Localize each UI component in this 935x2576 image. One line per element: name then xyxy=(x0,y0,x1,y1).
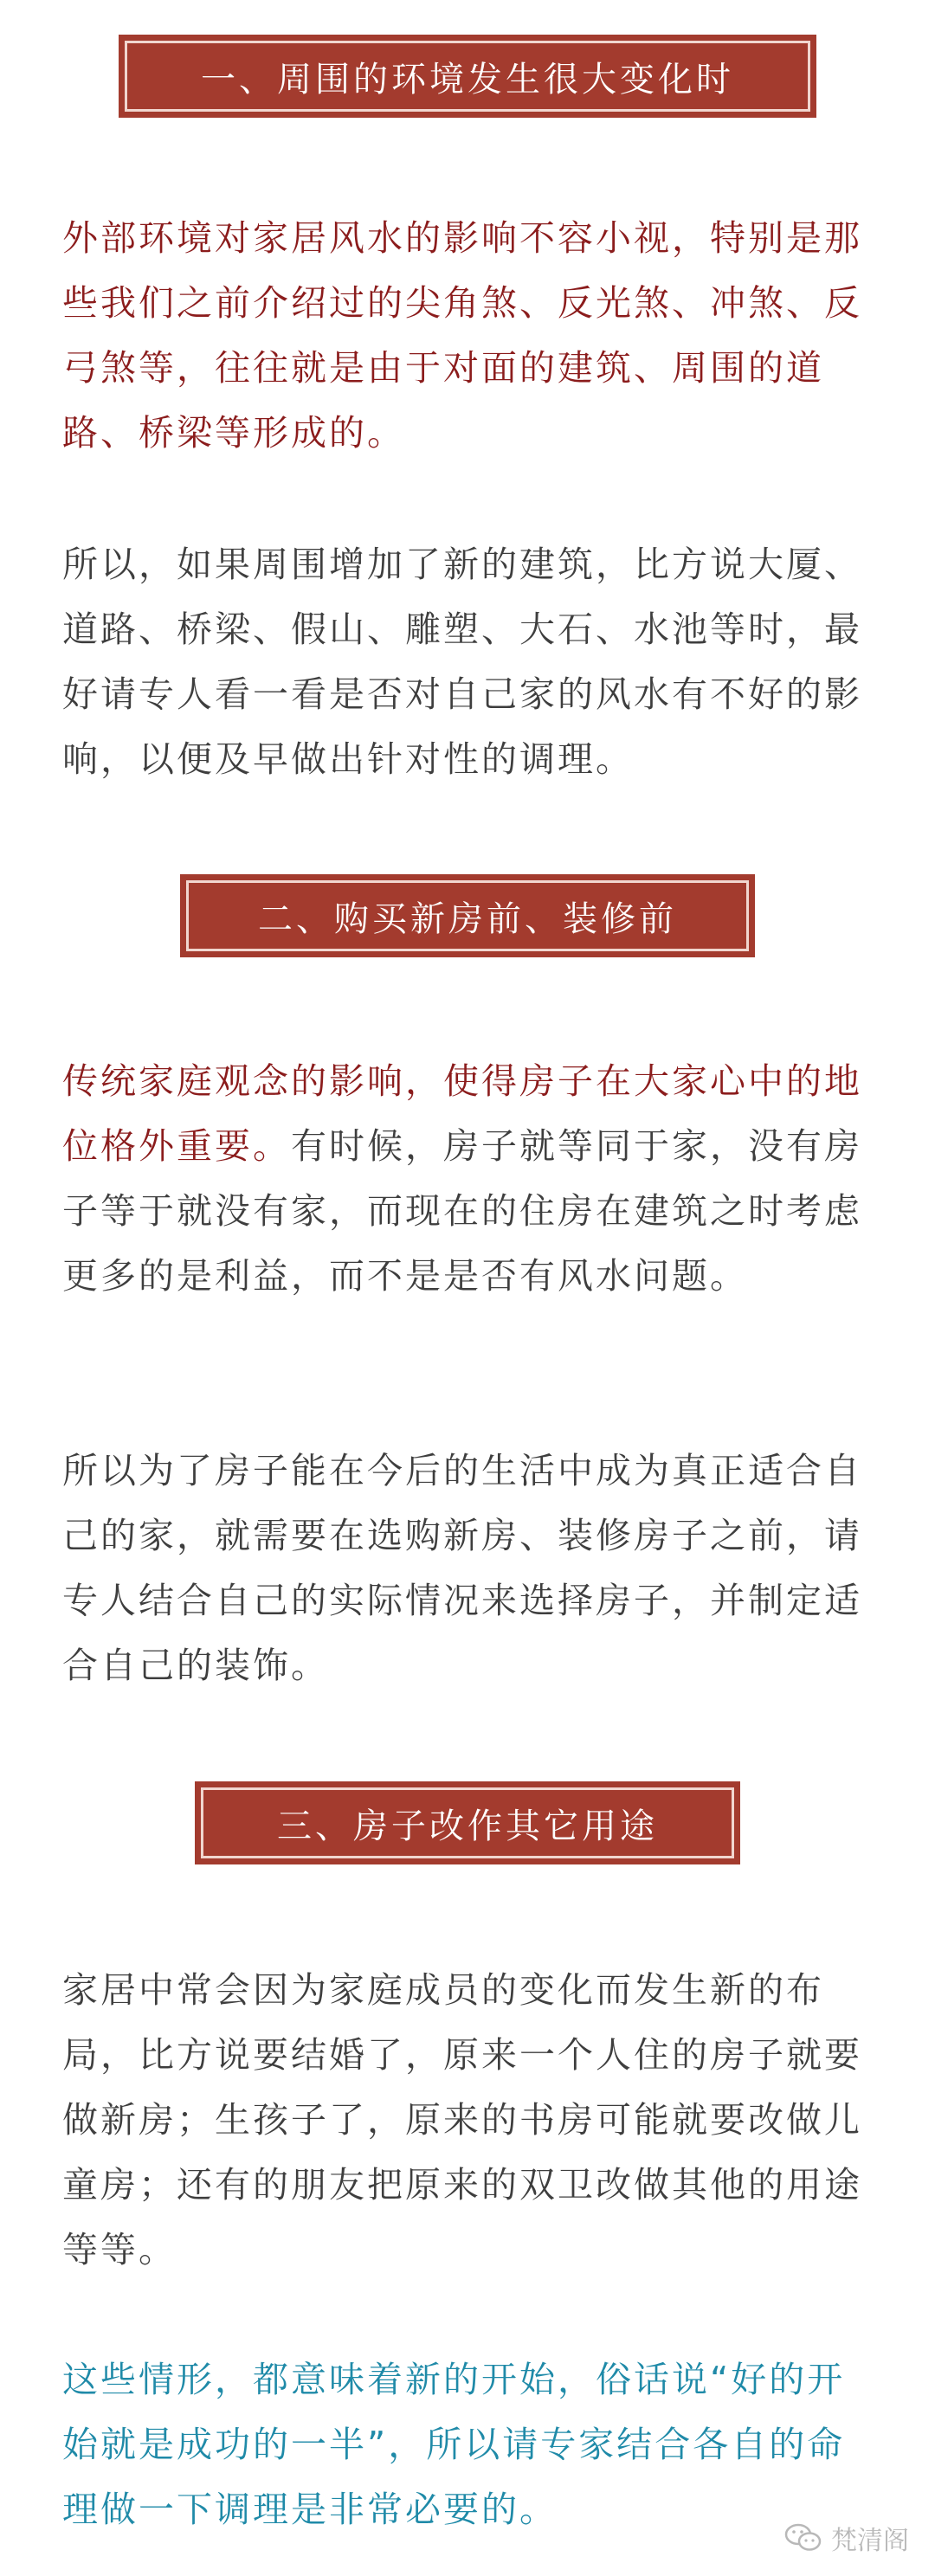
section-2-heading-text: 二、购买新房前、装修前 xyxy=(186,880,749,951)
section-2-emphasis: 传统家庭观念的影响，使得房子在大家心中的地位格外重要。 xyxy=(62,1060,862,1167)
watermark-text: 梵清阁 xyxy=(831,2526,909,2556)
section-2-body: 有时候，房子就等同于家，没有房子等于就没有家，而现在的住房在建筑之时考虑更多的是利益，而不是是否有风水问题。 xyxy=(62,1125,862,1297)
section-3-paragraph-1: 家居中常会因为家庭成员的变化而发生新的布局，比方说要结婚了，原来一个人住的房子就要做新房；生孩子了，原来的书房可能就要改做儿童房；还有的朋友把原来的双卫改做其他的用途等等。 xyxy=(62,1969,862,2270)
section-1-heading-text: 一、周围的环境发生很大变化时 xyxy=(125,41,810,112)
section-1-heading-box xyxy=(119,35,816,118)
section-3-heading-box xyxy=(195,1781,740,1864)
section-3-heading-text: 三、房子改作其它用途 xyxy=(201,1787,734,1858)
section-2-paragraph-1 xyxy=(62,1049,876,1309)
section-2-heading xyxy=(0,874,935,957)
watermark xyxy=(784,2519,909,2557)
section-1-heading xyxy=(0,35,935,118)
wechat-icon xyxy=(784,2522,822,2553)
section-3-heading xyxy=(0,1781,935,1864)
section-1-paragraph-2: 所以，如果周围增加了新的建筑，比方说大厦、道路、桥梁、假山、雕塑、大石、水池等时，最好请专人看一看是否对自己家的风水有不好的影响，以便及早做出针对性的调理。 xyxy=(62,544,862,780)
section-1-paragraph-1: 外部环境对家居风水的影响不容小视，特别是那些我们之前介绍过的尖角煞、反光煞、冲煞、反弓煞等，往往就是由于对面的建筑、周围的道路、桥梁等形成的。 xyxy=(62,217,862,454)
section-2-heading-box xyxy=(180,874,755,957)
section-3-paragraph-2: 这些情形，都意味着新的开始，俗话说“好的开始就是成功的一半”，所以请专家结合各自的命理做一下调理是非常必要的。 xyxy=(62,2359,846,2530)
section-2-paragraph-2: 所以为了房子能在今后的生活中成为真正适合自己的家，就需要在选购新房、装修房子之前，请专人结合自己的实际情况来选择房子，并制定适合自己的装饰。 xyxy=(62,1450,862,1686)
